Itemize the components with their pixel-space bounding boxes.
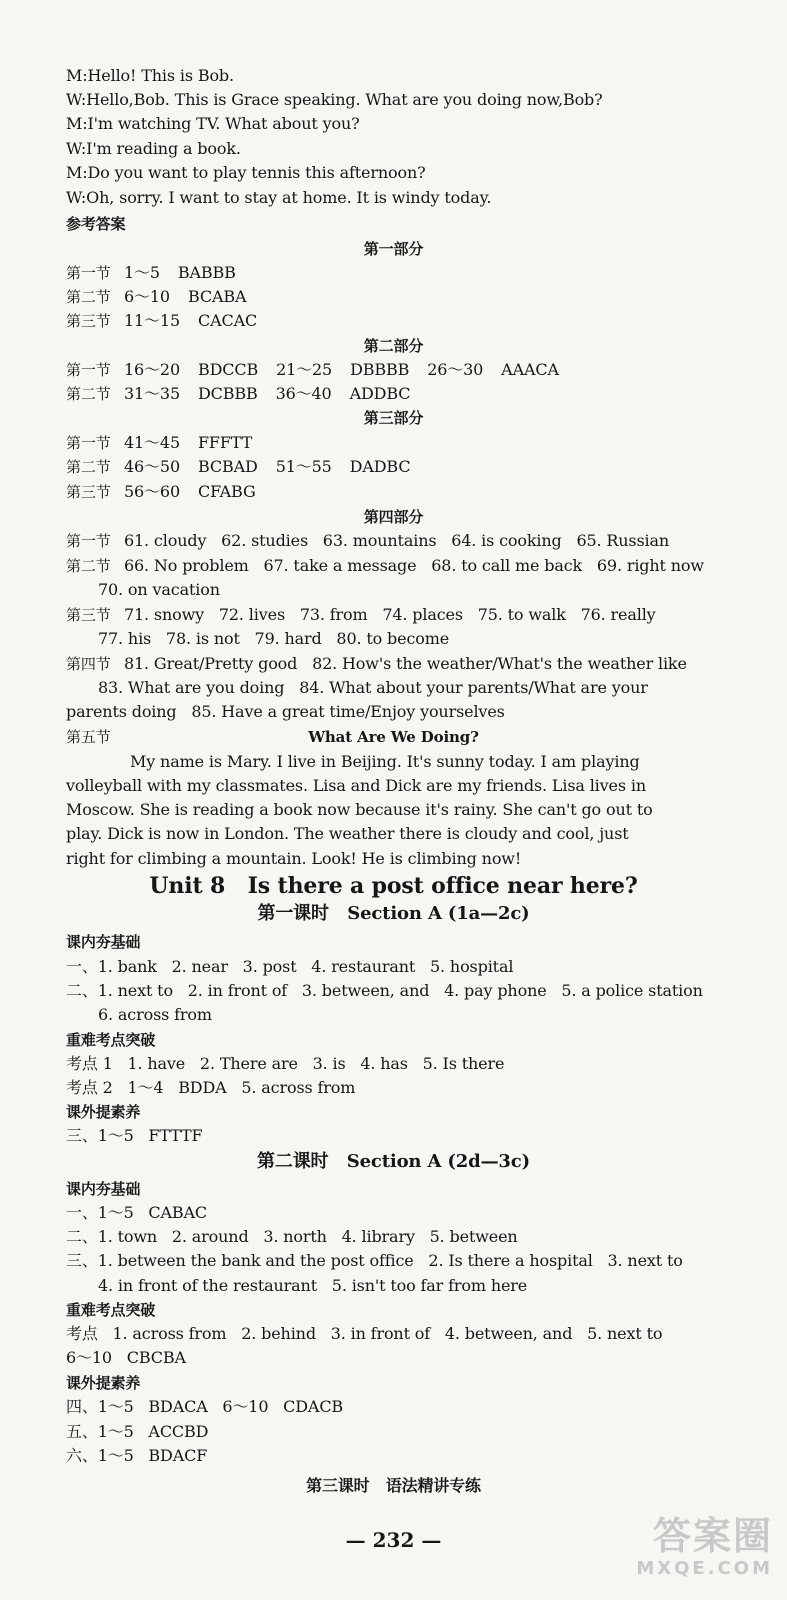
lesson2-heading: 重难考点突破	[66, 1301, 156, 1319]
answer-text: 三、1. between the bank and the post office 2. Is there a hospital 3. next to	[66, 1251, 683, 1270]
section-label: 第一节	[66, 361, 111, 379]
answer-range: 16～20	[124, 360, 180, 379]
answer-letters: BCBAD	[197, 457, 258, 476]
lesson1-heading: 课内夯基础	[66, 933, 141, 951]
answer-text: 81. Great/Pretty good 82. How's the weather/What's the weather like	[124, 654, 687, 673]
dialogue-line: W:Oh, sorry. I want to stay at home. It is windy today.	[66, 188, 492, 207]
answer-text: 70. on vacation	[98, 580, 220, 599]
answer-letters: ADDBC	[349, 384, 411, 403]
answer-text: 二、1. next to 2. in front of 3. between, and 4. pay phone 5. a police station	[66, 981, 703, 1000]
section-label: 第三节	[66, 606, 111, 624]
lesson1-title: 第一课时 Section A (1a—2c)	[257, 903, 530, 924]
answer-text: 一、1. bank 2. near 3. post 4. restaurant 5. hospital	[66, 957, 514, 976]
answer-text: 6～10 CBCBA	[66, 1348, 186, 1367]
answer-row	[66, 382, 757, 406]
answer-row	[66, 285, 757, 309]
answer-range: 11～15	[124, 311, 180, 330]
dialogue-line: W:I'm reading a book.	[66, 139, 241, 158]
answer-letters: AAACA	[501, 360, 559, 379]
section-label: 第二节	[66, 557, 111, 575]
answer-text: 61. cloudy 62. studies 63. mountains 64. is cooking 65. Russian	[124, 531, 670, 550]
answer-text: 考点 1. across from 2. behind 3. in front of 4. between, and 5. next to	[66, 1324, 663, 1343]
answer-range: 56～60	[124, 482, 180, 501]
answer-text: 二、1. town 2. around 3. north 4. library 5. between	[66, 1227, 518, 1246]
answer-row	[66, 554, 757, 578]
watermark-domain: MXQE.COM	[636, 1558, 773, 1579]
answer-text: 6. across from	[98, 1005, 212, 1024]
answer-range: 26～30	[427, 360, 484, 379]
answer-letters: BCABA	[187, 287, 247, 306]
dialogue-line: W:Hello,Bob. This is Grace speaking. What are you doing now,Bob?	[66, 90, 603, 109]
watermark-logo	[573, 1514, 773, 1594]
essay-line: volleyball with my classmates. Lisa and Dick are my friends. Lisa lives in	[66, 776, 646, 795]
section-label: 第三节	[66, 312, 111, 330]
lesson2-title: 第二课时 Section A (2d—3c)	[257, 1151, 530, 1172]
answer-text: 三、1～5 FTTTF	[66, 1126, 203, 1145]
answer-row	[66, 431, 757, 455]
essay-line: right for climbing a mountain. Look! He is climbing now!	[66, 849, 522, 868]
answer-letters: DADBC	[349, 457, 411, 476]
section-label: 第一节	[66, 264, 111, 282]
section-label: 第二节	[66, 288, 111, 306]
answer-text: 四、1～5 BDACA 6～10 CDACB	[66, 1397, 344, 1416]
unit-title: Unit 8 Is there a post office near here?	[149, 873, 638, 899]
section-label: 第一节	[66, 434, 111, 452]
essay-line: Moscow. She is reading a book now because it's rainy. She can't go out to	[66, 800, 653, 819]
page-number: — 232 —	[345, 1528, 442, 1552]
lesson2-heading: 课内夯基础	[66, 1180, 141, 1198]
answer-text: 一、1～5 CABAC	[66, 1203, 208, 1222]
section-label: 第二节	[66, 385, 111, 403]
answer-range: 21～25	[276, 360, 333, 379]
answer-text: 4. in front of the restaurant 5. isn't too far from here	[98, 1276, 528, 1295]
answer-row	[66, 529, 757, 553]
answer-letters: DCBBB	[197, 384, 258, 403]
lesson1-heading: 重难考点突破	[66, 1031, 156, 1049]
answer-text: 83. What are you doing 84. What about your parents/What are your	[98, 678, 648, 697]
section-label: 第一节	[66, 532, 111, 550]
lesson3-title: 第三课时 语法精讲专练	[306, 1476, 481, 1495]
answer-text: 五、1～5 ACCBD	[66, 1422, 209, 1441]
section-label: 第四节	[66, 655, 111, 673]
part3-title: 第三部分	[363, 409, 424, 427]
answer-range: 31～35	[124, 384, 180, 403]
answer-letters: BABBB	[177, 263, 236, 282]
answer-range: 1～5	[124, 263, 160, 282]
answer-range: 41～45	[124, 433, 180, 452]
answer-letters: BDCCB	[197, 360, 259, 379]
essay-line: play. Dick is now in London. The weather there is cloudy and cool, just	[66, 824, 629, 843]
answer-letters: CFABG	[197, 482, 256, 501]
watermark-text: 答案圈	[652, 1514, 773, 1558]
part2-title: 第二部分	[363, 337, 424, 355]
answer-row	[66, 261, 757, 285]
essay-line: My name is Mary. I live in Beijing. It's sunny today. I am playing	[130, 752, 640, 771]
lesson1-heading: 课外提素养	[66, 1103, 141, 1121]
answer-row	[66, 358, 757, 382]
answer-row	[66, 652, 757, 676]
part4-title: 第四部分	[363, 508, 424, 526]
answer-text: 考点 2 1～4 BDDA 5. across from	[66, 1078, 356, 1097]
section-label: 第五节	[66, 728, 111, 746]
answer-text: 77. his 78. is not 79. hard 80. to become	[98, 629, 450, 648]
answer-text: 考点 1 1. have 2. There are 3. is 4. has 5. Is there	[66, 1054, 505, 1073]
section-label: 第二节	[66, 458, 111, 476]
essay-title: What Are We Doing?	[308, 728, 479, 746]
answer-letters: DBBBB	[350, 360, 410, 379]
answer-text: 71. snowy 72. lives 73. from 74. places 75. to walk 76. really	[124, 605, 656, 624]
answer-key-heading: 参考答案	[66, 215, 126, 233]
lesson2-heading: 课外提素养	[66, 1374, 141, 1392]
answer-range: 36～40	[275, 384, 332, 403]
answer-row	[66, 309, 757, 333]
dialogue-line: M:Hello! This is Bob.	[66, 66, 234, 85]
answer-letters: CACAC	[197, 311, 258, 330]
answer-range: 51～55	[275, 457, 332, 476]
answer-row	[66, 603, 757, 627]
answer-row	[66, 480, 757, 504]
section-label: 第三节	[66, 483, 111, 501]
answer-text: 六、1～5 BDACF	[66, 1446, 208, 1465]
answer-range: 6～10	[124, 287, 170, 306]
dialogue-line: M:Do you want to play tennis this afternoon?	[66, 163, 426, 182]
answer-text: parents doing 85. Have a great time/Enjoy yourselves	[66, 702, 505, 721]
answer-letters: FFFTT	[197, 433, 253, 452]
answer-row	[66, 455, 757, 479]
answer-range: 46～50	[124, 457, 180, 476]
dialogue-line: M:I'm watching TV. What about you?	[66, 114, 360, 133]
part1-title: 第一部分	[363, 240, 424, 258]
answer-text: 66. No problem 67. take a message 68. to call me back 69. right now	[124, 556, 704, 575]
